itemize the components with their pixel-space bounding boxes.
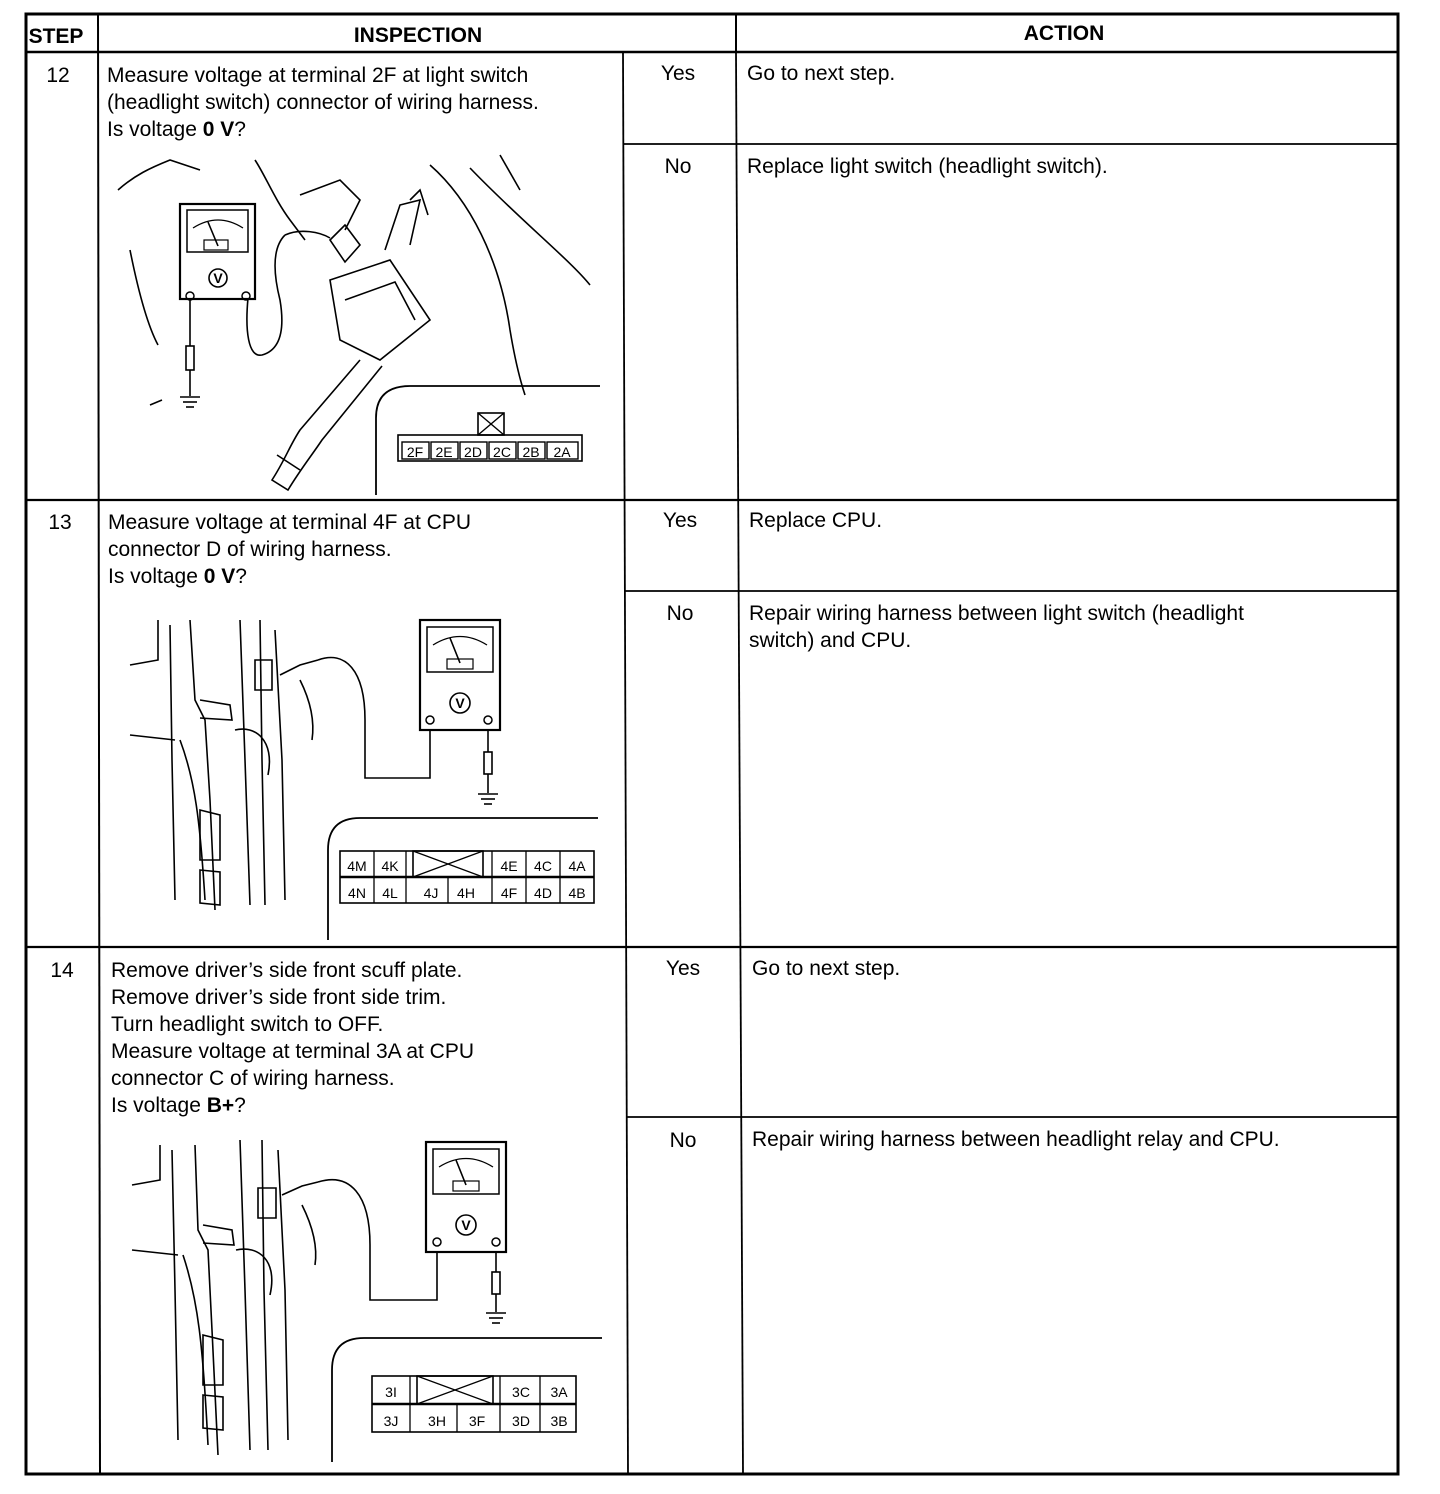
inspection-question: [108, 565, 247, 588]
question-suffix: ?: [234, 1094, 246, 1117]
connector-detail-box: [332, 1338, 602, 1462]
meter-label: V: [213, 270, 223, 286]
inspection-line: Turn headlight switch to OFF.: [111, 1013, 384, 1036]
inspection-line: (headlight switch) connector of wiring harness.: [107, 91, 539, 114]
no-label: No: [664, 155, 692, 178]
meter-label: V: [461, 1217, 471, 1233]
no-action: Replace light switch (headlight switch).: [747, 155, 1108, 178]
pin-4E: 4E: [500, 858, 518, 874]
pin-4K: 4K: [381, 858, 399, 874]
cpu-c-illustration: [132, 1140, 318, 1455]
yes-action: Go to next step.: [747, 62, 896, 85]
meter-label: V: [455, 695, 465, 711]
inspection-line: connector D of wiring harness.: [108, 538, 392, 561]
pin-3D: 3D: [512, 1413, 530, 1429]
inspection-line: Remove driver’s side front side trim.: [111, 986, 447, 1009]
question-suffix: ?: [234, 118, 246, 141]
no-label: No: [666, 602, 694, 625]
pin-4J: 4J: [423, 885, 439, 901]
pin-2B: 2B: [522, 444, 540, 460]
pin-2C: 2C: [493, 444, 511, 460]
no-label: No: [669, 1129, 697, 1152]
pin-3B: 3B: [550, 1413, 568, 1429]
no-action: Repair wiring harness between light switch (headlight: [749, 602, 1244, 625]
inspection-line: connector C of wiring harness.: [111, 1067, 395, 1090]
pin-4C: 4C: [534, 858, 552, 874]
yes-label: Yes: [660, 62, 696, 85]
voltmeter: [426, 1142, 506, 1252]
pin-3H: 3H: [428, 1413, 446, 1429]
question-prefix: Is voltage: [111, 1094, 207, 1117]
pin-2D: 2D: [464, 444, 482, 460]
question-value: B+: [206, 1094, 235, 1117]
step-13-row: [48, 509, 1244, 940]
pin-4B: 4B: [568, 885, 586, 901]
pin-3I: 3I: [385, 1384, 397, 1400]
pin-4H: 4H: [457, 885, 475, 901]
yes-label: Yes: [662, 509, 698, 532]
header-inspection: INSPECTION: [353, 24, 483, 47]
inspection-line: Remove driver’s side front scuff plate.: [111, 959, 463, 982]
question-suffix: ?: [235, 565, 247, 588]
pin-4N: 4N: [348, 885, 366, 901]
step-14-row: [50, 957, 1279, 1462]
pin-4A: 4A: [568, 858, 586, 874]
pin-2A: 2A: [553, 444, 571, 460]
no-action: switch) and CPU.: [749, 629, 912, 652]
step-number: 12: [46, 64, 70, 87]
pin-3F: 3F: [468, 1413, 486, 1429]
voltmeter: [180, 204, 255, 300]
step-number: 14: [50, 959, 74, 982]
pin-4M: 4M: [347, 858, 367, 874]
no-action: Repair wiring harness between headlight relay and CPU.: [752, 1128, 1280, 1151]
cpu-d-illustration: [130, 620, 318, 910]
header-step: STEP: [28, 25, 84, 48]
step-12-row: [46, 62, 1107, 495]
pin-3A: 3A: [550, 1384, 568, 1400]
step-number: 13: [48, 511, 72, 534]
pin-3J: 3J: [383, 1413, 399, 1429]
inspection-line: Measure voltage at terminal 2F at light switch: [107, 64, 529, 87]
voltmeter: [420, 620, 500, 730]
inspection-line: Measure voltage at terminal 4F at CPU: [108, 511, 471, 534]
pin-3C: 3C: [512, 1384, 530, 1400]
inspection-line: Measure voltage at terminal 3A at CPU: [111, 1040, 475, 1063]
pin-2E: 2E: [435, 444, 453, 460]
question-prefix: Is voltage: [108, 565, 204, 588]
yes-action: Go to next step.: [752, 957, 901, 980]
pin-4L: 4L: [382, 885, 398, 901]
connector-detail-box: [328, 818, 598, 940]
connector-detail-box: [376, 386, 600, 495]
pin-2F: 2F: [406, 444, 424, 460]
ground-lead: [180, 300, 200, 407]
inspection-question: [111, 1094, 246, 1117]
yes-action: Replace CPU.: [749, 509, 883, 532]
pin-4D: 4D: [534, 885, 552, 901]
question-value: 0 V: [203, 565, 236, 588]
yes-label: Yes: [665, 957, 701, 980]
question-value: 0 V: [202, 118, 235, 141]
pin-4F: 4F: [500, 885, 518, 901]
header-action: ACTION: [1023, 22, 1105, 45]
inspection-question: [107, 118, 246, 141]
question-prefix: Is voltage: [107, 118, 203, 141]
